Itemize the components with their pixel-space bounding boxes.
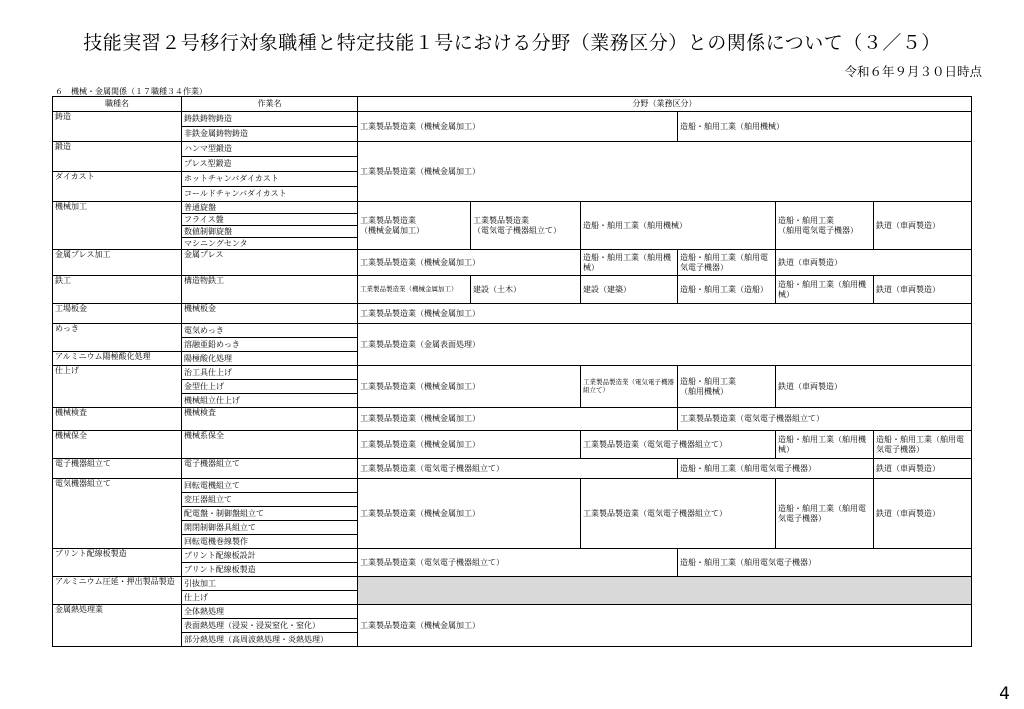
field-cell: 造船・舶用工業（舶用機械） bbox=[678, 112, 972, 142]
task-name: 回転電機巻線製作 bbox=[182, 535, 358, 549]
table-row bbox=[53, 142, 972, 157]
header-task: 作業名 bbox=[182, 97, 358, 112]
table-row bbox=[53, 605, 972, 619]
task-name: 電気めっき bbox=[182, 324, 358, 338]
field-cell: 工業製品製造業（機械金属加工） bbox=[358, 479, 581, 549]
field-cell: 造船・舶用工業（舶用電気電子機器） bbox=[678, 549, 972, 577]
field-cell: 工業製品製造業（電気電子機器組立て） bbox=[581, 366, 678, 408]
job-name: 機械検査 bbox=[53, 408, 182, 431]
table-row bbox=[53, 304, 972, 324]
task-name: ホットチャンバダイカスト bbox=[182, 172, 358, 187]
table-row bbox=[53, 431, 972, 459]
field-cell: 鉄道（車両製造） bbox=[776, 250, 972, 276]
table-row bbox=[53, 324, 972, 338]
table-row bbox=[53, 479, 972, 493]
task-name: 表面熱処理（浸炭・浸炭窒化・窒化） bbox=[182, 619, 358, 633]
job-name: アルミニウム陽極酸化処理 bbox=[53, 352, 182, 366]
task-name: フライス盤 bbox=[182, 214, 358, 226]
task-name: 機械検査 bbox=[182, 408, 358, 431]
job-name: 機械保全 bbox=[53, 431, 182, 459]
page-title: 技能実習２号移行対象職種と特定技能１号における分野（業務区分）との関係について（３／５） bbox=[83, 32, 941, 54]
field-cell: 工業製品製造業（電気電子機器組立て） bbox=[358, 549, 678, 577]
as-of-date: 令和６年９月３０日時点 bbox=[844, 64, 982, 79]
field-cell: 工業製品製造業（電気電子機器組立て） bbox=[581, 431, 776, 459]
task-name: 変圧器組立て bbox=[182, 493, 358, 507]
job-name: 機械加工 bbox=[53, 202, 182, 250]
field-cell: 造船・舶用工業（舶用機械） bbox=[776, 431, 874, 459]
field-cell: 工業製品製造業（機械金属加工） bbox=[358, 250, 581, 276]
task-name: 回転電機組立て bbox=[182, 479, 358, 493]
table-header-row bbox=[53, 97, 972, 112]
task-name: マシニングセンタ bbox=[182, 238, 358, 250]
page-number: 4 bbox=[999, 684, 1010, 704]
occupation-field-table bbox=[52, 96, 972, 647]
task-name: 金属プレス bbox=[182, 250, 358, 276]
task-name: プリント配線板製造 bbox=[182, 563, 358, 577]
field-cell: 工業製品製造業（機械金属加工） bbox=[358, 276, 471, 304]
task-name: 金型仕上げ bbox=[182, 380, 358, 394]
field-cell: 鉄道（車両製造） bbox=[874, 479, 972, 549]
job-name: 鋳造 bbox=[53, 112, 182, 142]
task-name: 引抜加工 bbox=[182, 577, 358, 591]
job-name: 電子機器組立て bbox=[53, 459, 182, 479]
task-name: 構造物鉄工 bbox=[182, 276, 358, 304]
field-cell: 造船・舶用工業（舶用機械） bbox=[776, 276, 874, 304]
field-cell: 工業製品製造業（機械金属加工） bbox=[358, 112, 678, 142]
field-cell: 造船・舶用工業（舶用電気電子機器） bbox=[678, 459, 874, 479]
header-field: 分野（業務区分） bbox=[358, 97, 972, 112]
field-cell: 鉄道（車両製造） bbox=[776, 366, 972, 408]
job-name: アルミニウム圧延・押出製品製造 bbox=[53, 577, 182, 605]
task-name: 溶融亜鉛めっき bbox=[182, 338, 358, 352]
field-cell: 工業製品製造業（電気電子機器組立て） bbox=[581, 479, 776, 549]
field-cell: 鉄道（車両製造） bbox=[874, 202, 972, 250]
table-row bbox=[53, 549, 972, 563]
table-row bbox=[53, 577, 972, 591]
field-cell: 鉄道（車両製造） bbox=[874, 459, 972, 479]
job-name: 工場板金 bbox=[53, 304, 182, 324]
field-cell: 造船・舶用工業（舶用電気電子機器） bbox=[776, 479, 874, 549]
job-name: めっき bbox=[53, 324, 182, 352]
task-name: プレス型鍛造 bbox=[182, 157, 358, 172]
task-name: 開閉制御器具組立て bbox=[182, 521, 358, 535]
job-name: 電気機器組立て bbox=[53, 479, 182, 549]
task-name: 鋳鉄鋳物鋳造 bbox=[182, 112, 358, 127]
table-row bbox=[53, 459, 972, 479]
field-cell: 造船・舶用工業（舶用機械） bbox=[581, 250, 678, 276]
job-name: 金属プレス加工 bbox=[53, 250, 182, 276]
field-cell: 鉄道（車両製造） bbox=[874, 276, 972, 304]
table-row bbox=[53, 112, 972, 127]
table-row bbox=[53, 202, 972, 214]
field-cell-empty bbox=[358, 577, 972, 605]
job-name: 鍛造 bbox=[53, 142, 182, 172]
field-cell: 工業製品製造業（電気電子機器組立て） bbox=[358, 459, 678, 479]
field-cell: 工業製品製造業（機械金属加工） bbox=[358, 142, 972, 202]
task-name: 治工具仕上げ bbox=[182, 366, 358, 380]
job-name: 鉄工 bbox=[53, 276, 182, 304]
job-name: ダイカスト bbox=[53, 172, 182, 202]
field-cell: 工業製品製造業 （電気電子機器組立て） bbox=[471, 202, 581, 250]
section-heading: ６ 機械・金属関係（１７職種３４作業） bbox=[55, 87, 207, 96]
field-cell: 工業製品製造業（金属表面処理） bbox=[358, 324, 972, 366]
field-cell: 工業製品製造業（機械金属加工） bbox=[358, 366, 581, 408]
task-name: ハンマ型鍛造 bbox=[182, 142, 358, 157]
task-name: 配電盤・制御盤組立て bbox=[182, 507, 358, 521]
field-cell: 造船・舶用工業（舶用機械） bbox=[581, 202, 776, 250]
task-name: 普通旋盤 bbox=[182, 202, 358, 214]
task-name: プリント配線板設計 bbox=[182, 549, 358, 563]
task-name: 機械板金 bbox=[182, 304, 358, 324]
task-name: 部分熱処理（高周波熱処理・炎熱処理） bbox=[182, 633, 358, 647]
field-cell: 造船・舶用工業 （舶用電気電子機器） bbox=[776, 202, 874, 250]
field-cell: 工業製品製造業（機械金属加工） bbox=[358, 605, 972, 647]
field-cell: 工業製品製造業（機械金属加工） bbox=[358, 304, 972, 324]
task-name: 仕上げ bbox=[182, 591, 358, 605]
task-name: 電子機器組立て bbox=[182, 459, 358, 479]
field-cell: 工業製品製造業 （機械金属加工） bbox=[358, 202, 471, 250]
job-name: プリント配線板製造 bbox=[53, 549, 182, 577]
table-row bbox=[53, 366, 972, 380]
field-cell: 工業製品製造業（機械金属加工） bbox=[358, 408, 678, 431]
task-name: 機械系保全 bbox=[182, 431, 358, 459]
field-cell: 造船・舶用工業（造船） bbox=[678, 276, 776, 304]
field-cell: 造船・舶用工業（舶用電気電子機器） bbox=[678, 250, 776, 276]
field-cell: 工業製品製造業（機械金属加工） bbox=[358, 431, 581, 459]
header-job: 職種名 bbox=[53, 97, 182, 112]
task-name: 数値制御旋盤 bbox=[182, 226, 358, 238]
job-name: 仕上げ bbox=[53, 366, 182, 408]
task-name: 陽極酸化処理 bbox=[182, 352, 358, 366]
field-cell: 造船・舶用工業 （舶用機械） bbox=[678, 366, 776, 408]
task-name: 機械組立仕上げ bbox=[182, 394, 358, 408]
table-row bbox=[53, 250, 972, 276]
task-name: 非鉄金属鋳物鋳造 bbox=[182, 127, 358, 142]
field-cell: 造船・舶用工業（舶用電気電子機器） bbox=[874, 431, 972, 459]
field-cell: 建設（土木） bbox=[471, 276, 581, 304]
task-name: 全体熱処理 bbox=[182, 605, 358, 619]
field-cell: 建設（建築） bbox=[581, 276, 678, 304]
job-name: 金属熱処理業 bbox=[53, 605, 182, 647]
field-cell: 工業製品製造業（電気電子機器組立て） bbox=[678, 408, 972, 431]
task-name: コールドチャンバダイカスト bbox=[182, 187, 358, 202]
table-row bbox=[53, 408, 972, 431]
table-row bbox=[53, 276, 972, 304]
